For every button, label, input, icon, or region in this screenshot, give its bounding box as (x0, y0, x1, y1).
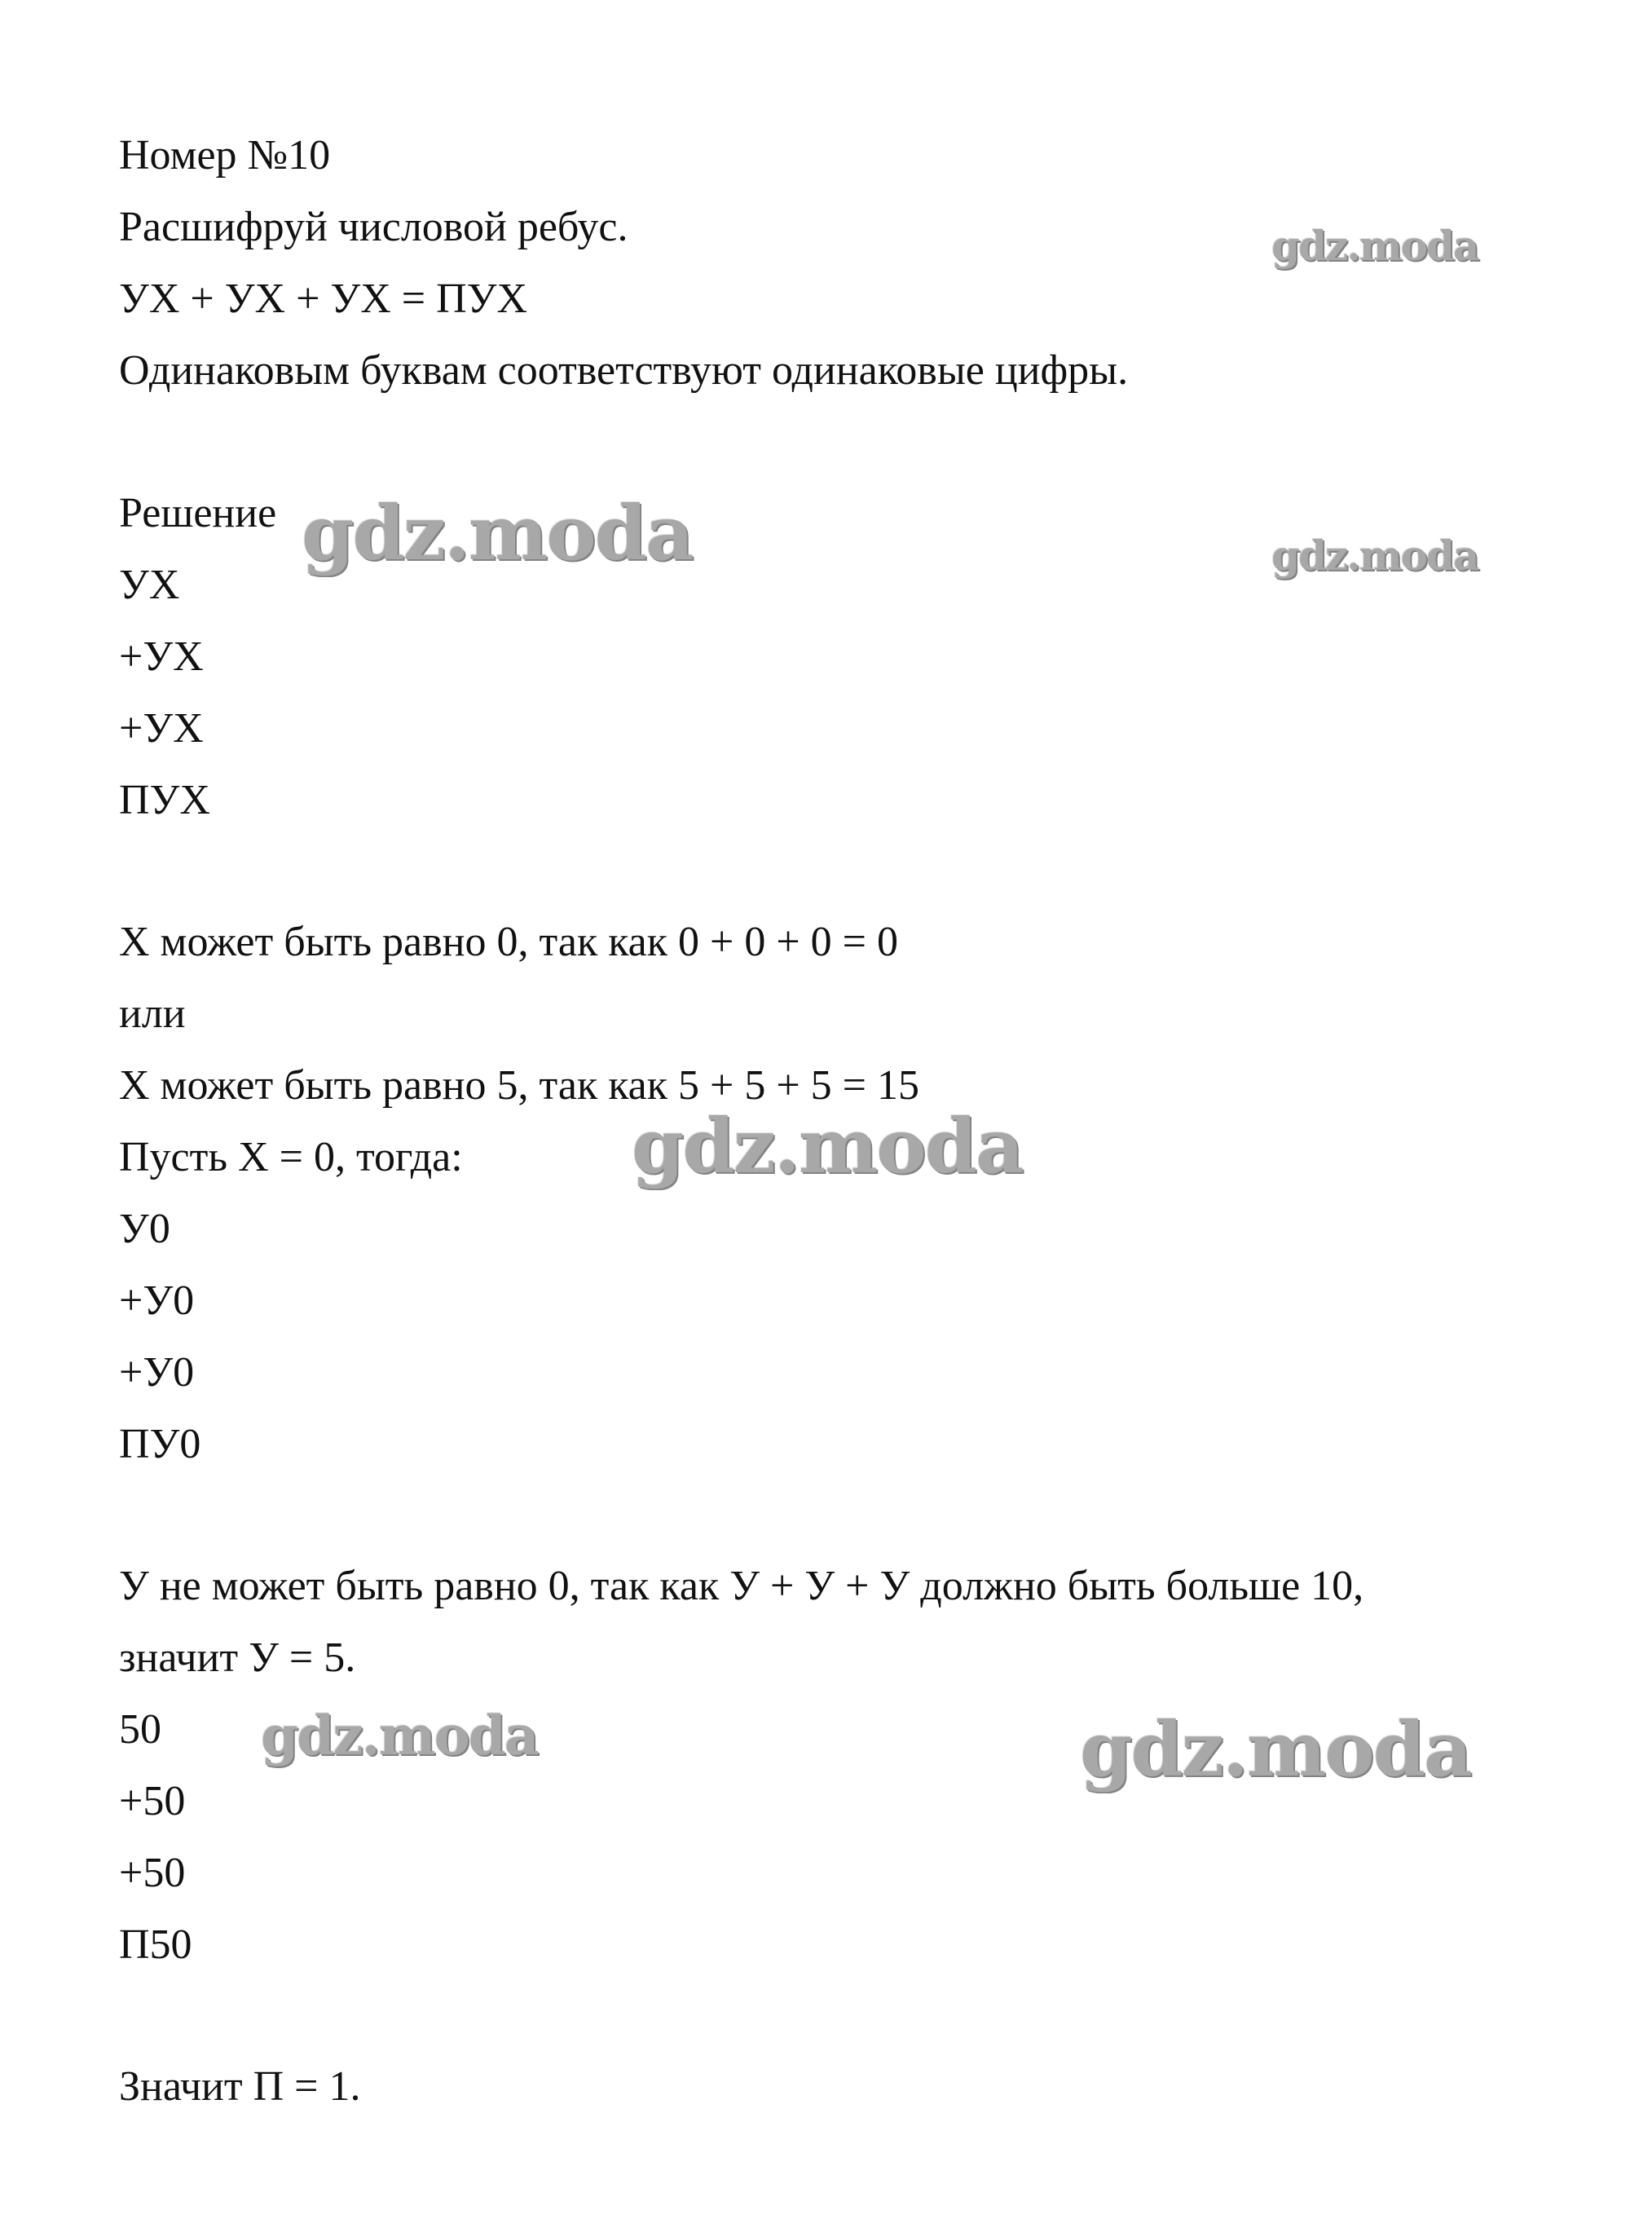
task-number: Номер №10 (119, 132, 331, 179)
reasoning-y: У не может быть равно 0, так как У + У + У должно быть больше 10, (119, 1563, 1364, 1609)
solution-heading: Решение (119, 490, 277, 536)
column-addend-1: У0 (119, 1206, 170, 1252)
watermark: gdz.moda (1271, 532, 1478, 580)
watermark: gdz.moda (261, 1704, 538, 1767)
rebus-equation: УХ + УХ + УХ = ПУХ (119, 276, 528, 322)
reasoning-or: или (119, 990, 186, 1037)
column-addend-1: 50 (119, 1706, 161, 1753)
conclusion-p: Значит П = 1. (119, 2063, 361, 2110)
task-condition: Одинаковым буквам соответствуют одинаковые цифры. (119, 347, 1129, 394)
column-addend-3: +УХ (119, 705, 204, 752)
column-sum: ПУ0 (119, 1421, 201, 1467)
column-sum: П50 (119, 1921, 192, 1968)
column-addend-2: +УХ (119, 633, 204, 680)
column-addend-2: +У0 (119, 1277, 195, 1324)
reasoning-x-five: Х может быть равно 5, так как 5 + 5 + 5 = 15 (119, 1062, 920, 1109)
conclusion-y: значит У = 5. (119, 1634, 356, 1681)
column-addend-2: +50 (119, 1778, 186, 1824)
task-statement: Расшифруй числовой ребус. (119, 204, 628, 250)
assume-x-zero: Пусть Х = 0, тогда: (119, 1134, 463, 1180)
column-sum: ПУХ (119, 777, 210, 823)
watermark: gdz.moda (1080, 1705, 1471, 1793)
watermark: gdz.moda (632, 1102, 1023, 1190)
watermark: gdz.moda (302, 489, 693, 577)
reasoning-x-zero: Х может быть равно 0, так как 0 + 0 + 0 = 0 (119, 919, 899, 965)
column-addend-3: +50 (119, 1850, 186, 1896)
column-addend-1: УХ (119, 562, 180, 608)
column-addend-3: +У0 (119, 1349, 195, 1396)
watermark: gdz.moda (1271, 222, 1478, 270)
